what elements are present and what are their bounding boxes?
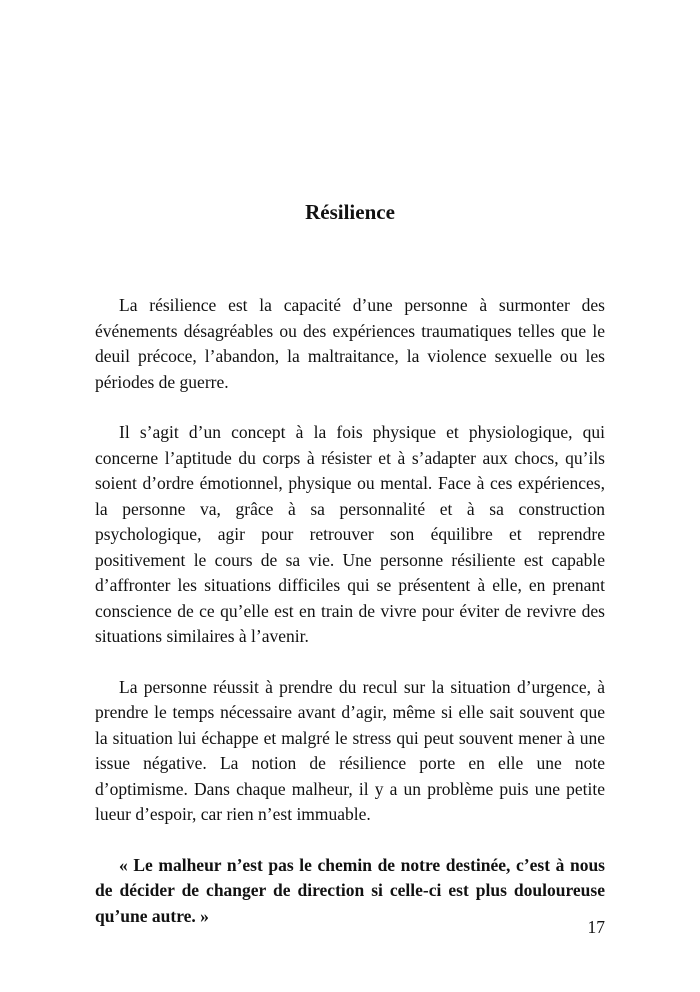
page-number: 17	[587, 917, 605, 937]
paragraph-3: La personne réussit à prendre du recul sur la situation d’urgence, à prendre le temps nécessaire avant d’agir, même si elle sait souvent que la situation lui échappe et malgré le stress qui peut souvent mener à une issue négative. La notion de résilience porte en elle une note d’optimisme. Dans chaque malheur, il y a un problème puis une petite lueur d’espoir, car rien n’est immuable.	[95, 676, 605, 824]
paragraph-1: La résilience est la capacité d’une personne à surmonter des événements désagréables ou des expériences traumatiques telles que le deuil précoce, l’abandon, la maltraitance, la violence sexuelle ou les périodes de guerre.	[95, 295, 605, 392]
quote-paragraph: « Le malheur n’est pas le chemin de notre destinée, c’est à nous de décider de changer de direction si celle-ci est plus douloureuse qu’une autre. »	[95, 854, 605, 926]
paragraph-2: Il s’agit d’un concept à la fois physique et physiologique, qui concerne l’aptitude du corps à résister et à s’adapter aux chocs, qu’ils soient d’ordre émotionnel, physique ou mental. Face à ces expériences, la personne va, grâce à sa personnalité et à sa construction psychologique, agir pour retrouver son équilibre et reprendre positivement le cours de sa vie. Une personne résiliente est capable d’affronter les situations difficiles qui se présentent à elle, en prenant conscience de ce qu’elle est en train de vivre pour éviter de revivre des situations similaires à l’avenir.	[95, 422, 605, 646]
page-title: Résilience	[305, 200, 395, 224]
body-text	[95, 293, 605, 929]
